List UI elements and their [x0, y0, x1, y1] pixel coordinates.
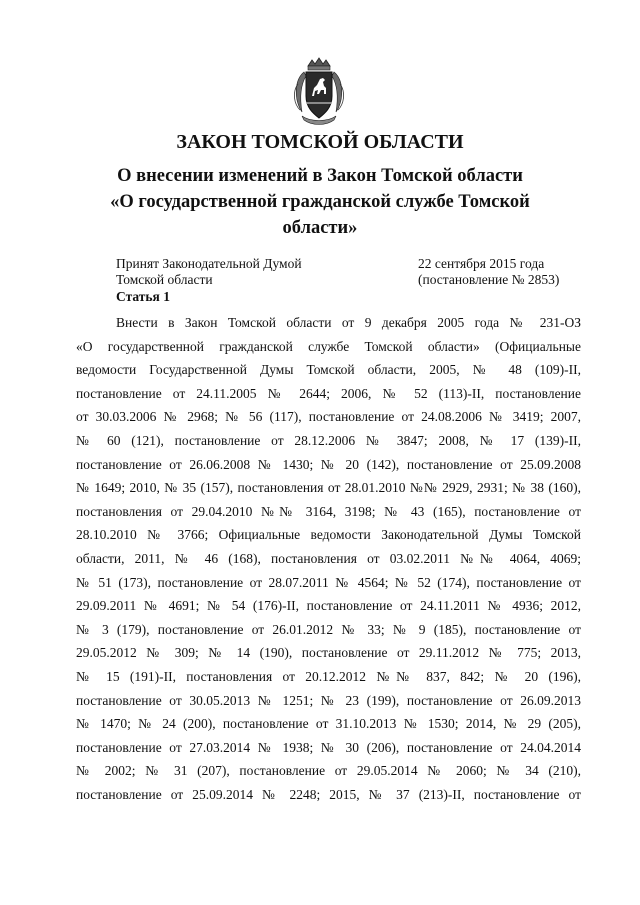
body-line: № 1470; № 24 (200), постановление от 31.10.2013 № 1530; 2014, № 29 (205), — [76, 716, 581, 732]
coat-of-arms-icon — [290, 56, 348, 126]
body-line: постановление от 24.11.2005 № 2644; 2006, № 52 (113)-II, постановление — [76, 385, 581, 401]
adoption-date-line: 22 сентября 2015 года — [418, 256, 545, 271]
body-line: «О государственной гражданской службе Томской области» (Официальные — [76, 338, 581, 354]
body-line: постановление от 25.09.2014 № 2248; 2015, № 37 (213)-II, постановление от — [76, 786, 581, 802]
body-line: постановления от 29.04.2010 №№ 3164, 3198; № 43 (165), постановление от — [76, 503, 581, 519]
body-line: от 30.03.2006 № 2968; № 56 (117), постановление от 24.08.2006 № 3419; 2007, — [76, 409, 581, 425]
body-line: № 1649; 2010, № 35 (157), постановления от 28.01.2010 №№ 2929, 2931; № 38 (160), — [76, 480, 581, 496]
body-line: № 60 (121), постановление от 28.12.2006 № 3847; 2008, № 17 (139)-II, — [76, 432, 581, 448]
subtitle-line: области» — [282, 218, 358, 238]
adopted-by-line: Принят Законодательной Думой — [116, 256, 302, 271]
body-line: № 51 (173), постановление от 28.07.2011 № 4564; № 52 (174), постановление от — [76, 574, 581, 590]
body-line: № 15 (191)-II, постановления от 20.12.2012 №№ 837, 842; № 20 (196), — [76, 668, 581, 684]
body-line: постановление от 30.05.2013 № 1251; № 23 (199), постановление от 26.09.2013 — [76, 692, 581, 708]
subtitle-line: О внесении изменений в Закон Томской области — [117, 166, 523, 186]
body-line: Внести в Закон Томской области от 9 декабря 2005 года № 231-ОЗ — [116, 315, 581, 330]
body-line: 28.10.2010 № 3766; Официальные ведомости Законодательной Думы Томской — [76, 527, 581, 543]
body-line: постановление от 27.03.2014 № 1938; № 30 (206), постановление от 24.04.2014 — [76, 739, 581, 755]
resolution-number: (постановление № 2853) — [418, 272, 560, 287]
subtitle-line: «О государственной гражданской службе Томской — [110, 192, 530, 212]
body-line: № 3 (179), постановление от 26.01.2012 № 33; № 9 (185), постановление от — [76, 621, 581, 637]
law-title: ЗАКОН ТОМСКОЙ ОБЛАСТИ — [176, 131, 464, 153]
body-line: ведомости Государственной Думы Томской области, 2005, № 48 (109)-II, — [76, 362, 581, 378]
body-line: постановление от 26.06.2008 № 1430; № 20 (142), постановление от 25.09.2008 — [76, 456, 581, 472]
law-subtitle — [90, 163, 550, 241]
adopted-by-line: Томской области — [116, 272, 213, 287]
adopted-by — [116, 256, 302, 288]
body-line: № 2002; № 31 (207), постановление от 29.05.2014 № 2060; № 34 (210), — [76, 763, 581, 779]
adoption-date — [418, 256, 559, 288]
article-heading: Статья 1 — [116, 289, 170, 304]
body-line: области, 2011, № 46 (168), постановления от 03.02.2011 №№ 4064, 4069; — [76, 550, 581, 566]
body-line: 29.05.2012 № 309; № 14 (190), постановление от 29.11.2012 № 775; 2013, — [76, 645, 581, 661]
article-body — [76, 311, 581, 806]
body-line: 29.09.2011 № 4691; № 54 (176)-II, постановление от 24.11.2011 № 4936; 2012, — [76, 598, 581, 614]
